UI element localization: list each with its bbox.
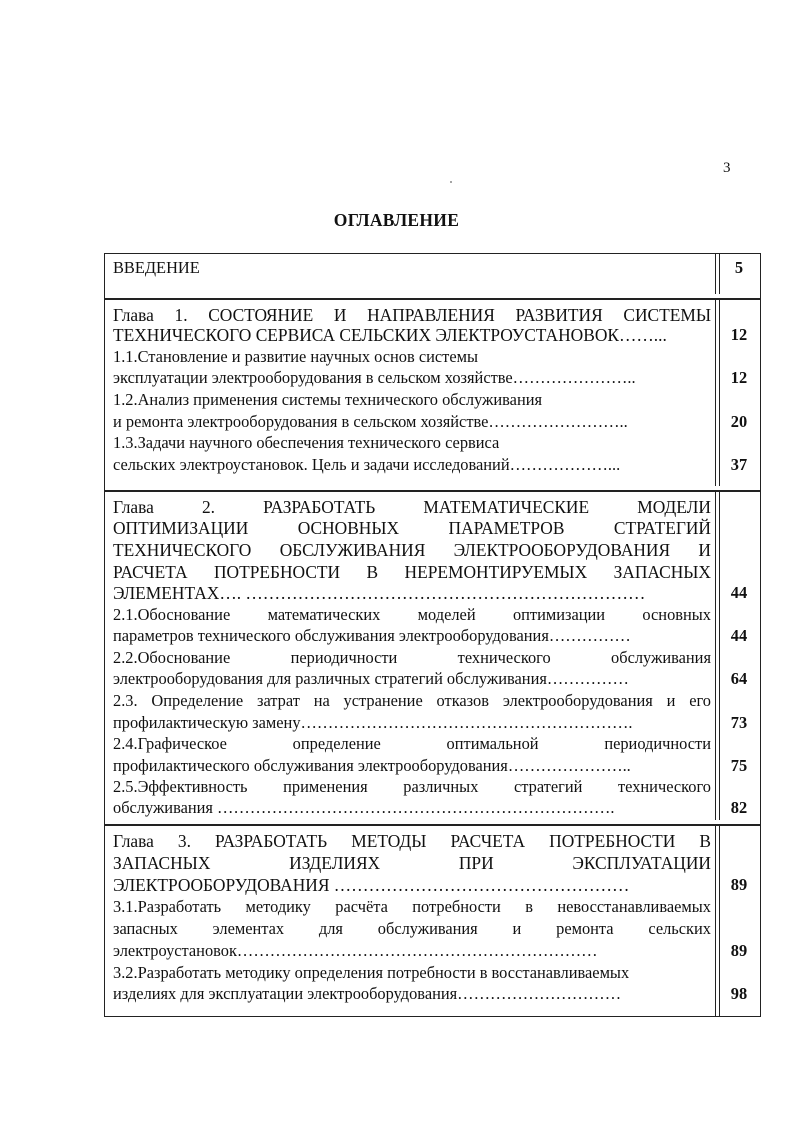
toc-line: Глава 2. РАЗРАБОТАТЬ МАТЕМАТИЧЕСКИЕ МОДЕЛИ [113, 497, 711, 517]
toc-page: 12 [730, 368, 748, 387]
toc-line: Глава 3. РАЗРАБОТАТЬ МЕТОДЫ РАСЧЕТА ПОТРЕБНОСТИ В [113, 831, 711, 851]
toc-line: сельских электроустановок. Цель и задачи исследований………………... [113, 455, 621, 474]
toc-page-intro: 5 [734, 258, 744, 277]
toc-line: 2.3. Определение затрат на устранение отказов электрооборудования и его [113, 691, 711, 710]
toc-line: 1.2.Анализ применения системы технического обслуживания [113, 390, 543, 409]
scan-speck [450, 181, 452, 183]
toc-line: 2.1.Обоснование математических моделей оптимизации основных [113, 605, 711, 624]
toc-line: электроустановок………………………………………………………… [113, 941, 598, 960]
toc-page: 20 [730, 412, 748, 431]
toc-page: 98 [730, 984, 748, 1003]
toc-line: параметров технического обслуживания электрооборудования…………… [113, 626, 631, 645]
toc-line: профилактическую замену……………………………………………………. [113, 713, 633, 732]
toc-line: РАСЧЕТА ПОТРЕБНОСТИ В НЕРЕМОНТИРУЕМЫХ ЗАПАСНЫХ [113, 562, 711, 582]
toc-page: 37 [730, 455, 748, 474]
toc-page: 44 [730, 626, 748, 645]
toc-row-chapter-3 [105, 825, 760, 1016]
toc-line: ТЕХНИЧЕСКОГО СЕРВИСА СЕЛЬСКИХ ЭЛЕКТРОУСТАНОВОК……... [113, 325, 667, 345]
toc-line: 2.4.Графическое определение оптимальной периодичности [113, 734, 711, 753]
toc-line: запасных элементах для обслуживания и ремонта сельских [113, 919, 711, 938]
toc-table [104, 253, 761, 1017]
toc-line: ОПТИМИЗАЦИИ ОСНОВНЫХ ПАРАМЕТРОВ СТРАТЕГИЙ [113, 518, 711, 538]
toc-page: 89 [730, 941, 748, 960]
toc-page: 82 [730, 798, 748, 817]
toc-line: ТЕХНИЧЕСКОГО ОБСЛУЖИВАНИЯ ЭЛЕКТРООБОРУДОВАНИЯ И [113, 540, 711, 560]
toc-line: и ремонта электрооборудования в сельском хозяйстве…………………….. [113, 412, 628, 431]
toc-line: ЭЛЕМЕНТАХ…. …………………………………………………………… [113, 583, 646, 603]
toc-line: 1.3.Задачи научного обеспечения технического сервиса [113, 433, 500, 452]
toc-row-intro [105, 254, 760, 294]
toc-line: 1.1.Становление и развитие научных основ системы [113, 347, 478, 366]
toc-row-chapter-2 [105, 491, 760, 820]
toc-page: 64 [730, 669, 748, 688]
toc-line: 2.5.Эффективность применения различных стратегий технического [113, 777, 711, 796]
toc-line: изделиях для эксплуатации электрооборудования………………………… [113, 984, 622, 1003]
toc-entry-intro: ВВЕДЕНИЕ [113, 258, 200, 277]
toc-page: 44 [730, 583, 748, 602]
toc-page: 75 [730, 756, 748, 775]
toc-line: обслуживания ………………………………………………………………. [113, 798, 615, 817]
toc-page: 89 [730, 875, 748, 894]
toc-line: эксплуатации электрооборудования в сельском хозяйстве………………….. [113, 368, 636, 387]
toc-line: ЗАПАСНЫХ ИЗДЕЛИЯХ ПРИ ЭКСПЛУАТАЦИИ [113, 853, 711, 873]
toc-line: 3.2.Разработать методику определения потребности в восстанавливаемых [113, 963, 630, 982]
toc-page: 73 [730, 713, 748, 732]
toc-line: профилактического обслуживания электрооборудования………………….. [113, 756, 631, 775]
toc-line: 2.2.Обоснование периодичности технического обслуживания [113, 648, 711, 667]
toc-row-chapter-1 [105, 299, 760, 486]
toc-line: ЭЛЕКТРООБОРУДОВАНИЯ …………………………………………… [113, 875, 630, 895]
page-number: 3 [723, 160, 731, 176]
page-title: ОГЛАВЛЕНИЕ [333, 210, 460, 230]
toc-line: электрооборудования для различных стратегий обслуживания…………… [113, 669, 629, 688]
toc-line: Глава 1. СОСТОЯНИЕ И НАПРАВЛЕНИЯ РАЗВИТИЯ СИСТЕМЫ [113, 305, 711, 325]
toc-line: 3.1.Разработать методику расчёта потребности в невосстанавливаемых [113, 897, 711, 916]
toc-page: 12 [730, 325, 748, 344]
